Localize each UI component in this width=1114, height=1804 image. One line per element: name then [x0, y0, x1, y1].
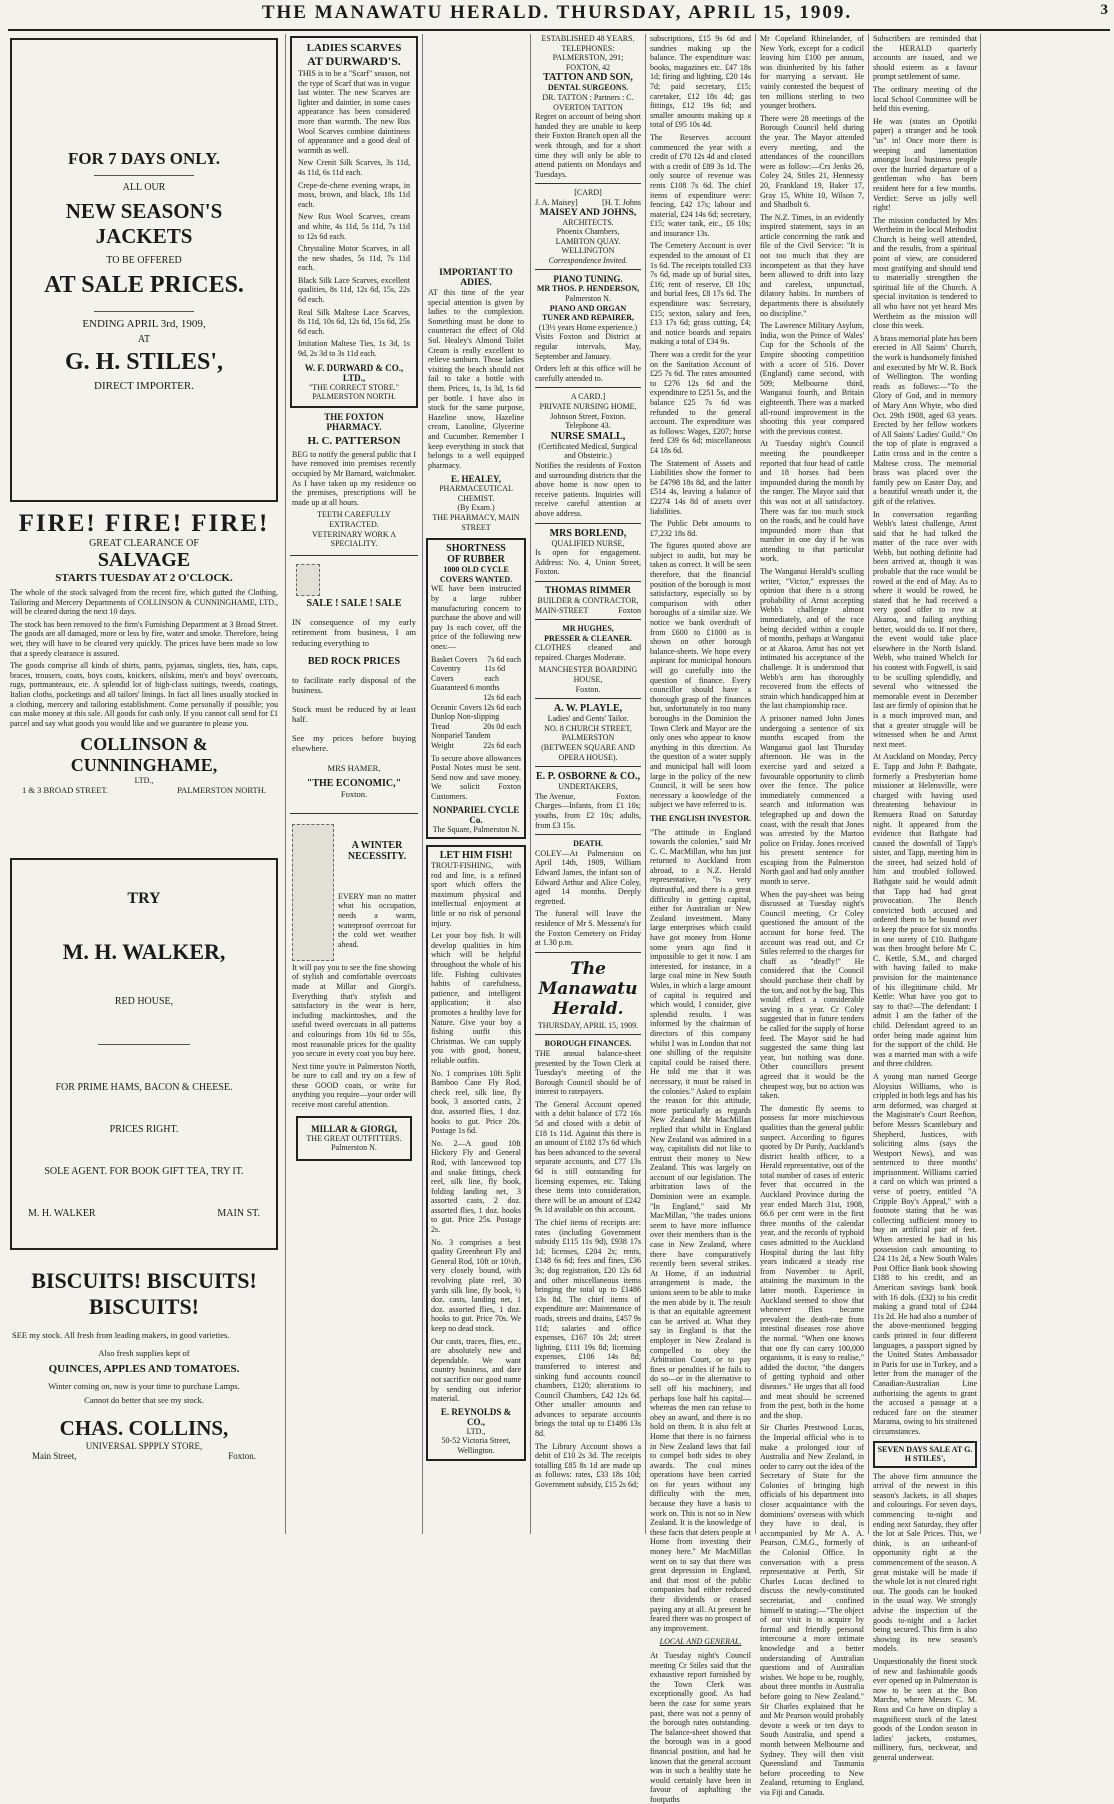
ad-line: ENDING APRIL 3rd, 1909,: [82, 317, 206, 330]
article-paragraph: subscriptions, £15 9s 6d and sundries making up the balance. The expenditure was: books, magazines etc. £47 18s 1d; firing and lighting, £20 14s 7d; paid secretary, £15; caretaker, £12 18s 4d; gas fittings, £12 19s 6d; and smaller amounts making up a total of £95 10s 4d.: [650, 34, 751, 130]
ad-address: Johnson Street, Foxton.: [550, 411, 626, 421]
ad-line: QUALIFIED NURSE,: [551, 538, 625, 548]
ad-line: [H. T. Johns: [602, 197, 641, 207]
column-4: [535, 34, 641, 1534]
ad-firm-name: MILLAR & GIORGI,: [311, 1123, 397, 1134]
ad-line: STARTS TUESDAY AT 2 O'CLOCK.: [55, 572, 233, 584]
ad-firm-name: NURSE SMALL,: [550, 430, 626, 442]
ad-line: PRESSER & CLEANER.: [544, 633, 632, 643]
ad-line: TEETH CAREFULLY EXTRACTED.: [317, 510, 391, 529]
ad-line: MRS HAMER,: [327, 763, 381, 774]
article-paragraph: The mission conducted by Mrs Wertheim in the local Methodist Church is being well attended, and the results, from a spiritual point of view, are considered most gratifying and should tend to materially strengthen the spiritual life of the Church. A special invitation is tendered to all who have not yet heard Mrs Wertheim as the mission will close this week.: [873, 215, 977, 331]
ad-paragraph: No. 3 comprises a best quality Greenheart Fly and General Rod, 10ft or 10½ft, very closely bound, with revolving plate reel, 30 yards silk line, fly book, ½ doz. casts, landing net, 1 doz. assorted flies, 1 doz. hooks to gut. Price 70s. We keep no dead stock.: [431, 1237, 521, 1333]
ad-paragraph: BEG to notify the general public that I have removed into premises recently occupied by Mr Barnard, watchmaker. As I have taken up my residence on the premises, prescriptions will be made up at all hours.: [292, 449, 416, 507]
price-row: [431, 683, 521, 693]
ad-line: DR. TATTON : Partners : C. OVERTON TATTON: [542, 92, 634, 112]
ad-address: THE PHARMACY, MAIN STREET: [432, 513, 520, 532]
ad-paragraph: CLOTHES cleaned and repaired. Charges Moderate.: [535, 643, 641, 662]
healey-pharmacy-ad: [426, 266, 526, 534]
article-paragraph: He was (states an Opotiki paper) a stranger and he took "us" in! Once more there is weeping and lamentation amongst local business people over the hurried departure of a gentleman who has been resident here for a few months. Verdict: Serve us jolly well right!: [873, 116, 977, 213]
ad-paragraph: Let your boy fish. It will develop qualities in him which will be helpful throughout the whole of his life. Fishing cultivates habits of carefulness, patience, and intelligent application; it also promotes a healthy love for Nature. Give your boy a fishing outfit this Christmas. We can supply you with good, honest, reliable outfits.: [431, 931, 521, 1065]
ad-headline: OF RUBBER: [447, 554, 505, 566]
ad-line: PRIVATE NURSING HOME,: [539, 402, 637, 411]
ad-item: Real Silk Maltese Lace Scarves, 8s 11d, 10s 6d, 12s 6d, 15s 6d, 25s 6d each.: [298, 307, 410, 336]
ad-item: Crepe-de-chene evening wraps, in moss, brown, and black, 18s 11d each.: [298, 180, 410, 209]
article-paragraph: At Tuesday night's Council meeting the poundkeeper reported that four head of cattle and 18 horses had been impounded during the month by the ranger. The Mayor said that this was not at all satisfactory. There was far too much stock on the roads, and he could have impounded more than that number in one day if he was attending to that particular work.: [760, 439, 864, 564]
ad-line: FOR PRIME HAMS, BACON & CHEESE.: [55, 1081, 233, 1093]
ad-paragraph: EVERY man no matter what his occupation, needs a warm, waterproof overcoat for the cold wet weather ahead.: [338, 891, 416, 949]
ad-line: (By Exam.): [457, 503, 495, 513]
price-row: [431, 655, 521, 665]
ad-line: Cannot do better that see my stock.: [84, 1395, 204, 1406]
article-paragraph: The chief items of receipts are: rates (including Government subsidy £115 11s 9d), £938 17s 1d; licenses, £204 2s; rents, £148 6s 6d; fees and fines, £36 3s; dog registration, £20 12s 6d and other miscellaneous items bringing the total up to £1486 13s 8d. The chief items of expenditure are: Maintenance of roads, streets and drains, £457 9s 11d; salaries and office expenses, £167 10s 2d; street lighting, £111 19s 8d; licensing expenses, £106 14s 8d; transferred to interest and sinking fund accounts council chambers, £120; alterations to Council Chambers, £42 12s 6d. Other smaller amounts and advances to separate accounts brings the total up to £1486 13s 8d.: [535, 1218, 641, 1439]
ad-address: MAIN-STREET: [535, 605, 589, 615]
price-label: Nonpariel Tandem: [431, 731, 491, 741]
osborne-undertakers-ad: [535, 771, 641, 830]
ad-item: New Rus Wool Scarves, cream and white, 4s 11d, 5s 11d, 7s 11d to 12s 6d each.: [298, 212, 410, 241]
ad-firm-name: G. H. STILES',: [64, 348, 224, 375]
ad-line: A CARD.]: [570, 392, 606, 402]
ad-firm-name: CHAS. COLLINS,: [59, 1415, 229, 1440]
ad-headline: LADIES SCARVES: [306, 42, 402, 54]
ad-headline: NECESSITY.: [347, 850, 407, 862]
ad-item: Black Silk Lace Scarves, excellent qualities, 8s 11d, 12s 6d, 15s, 22s 6d each.: [298, 275, 410, 305]
fire-salvage-ad: [8, 506, 280, 844]
ad-address: Foxton.: [228, 1450, 256, 1461]
article-heading: BOROUGH FINANCES.: [544, 1039, 632, 1049]
price-label: Guaranteed 6 months: [431, 683, 500, 693]
borough-finances-article: [535, 1039, 641, 1489]
ad-paragraph: WE have been instructed by a large rubber manufacturing concern to purchase the above and will pay 1s each cover, off the price of the following new ones:—: [431, 584, 521, 651]
ad-line: PHARMACY.: [326, 421, 382, 432]
ad-line: Telephone 43.: [565, 421, 611, 431]
man-in-overcoat-illustration: [292, 824, 334, 961]
column-6: [760, 34, 864, 1797]
price-row: [431, 712, 521, 722]
price-value: 11s 6d each: [484, 664, 506, 683]
section-heading: DEATH.: [573, 839, 603, 849]
ad-line: [CARD]: [574, 188, 602, 198]
henderson-piano-ad: [535, 274, 641, 383]
ad-paragraph: The whole of the stock salvaged from the recent fire, which gutted the Clothing, Tailoring and Mercery Departments of COLLINSON & CUNNINGHAME, LTD., will be cleared during the next 10 days.: [10, 588, 278, 617]
ad-headline: SHORTNESS: [446, 543, 506, 555]
nurse-small-ad: [535, 392, 641, 518]
ad-line: LTD.,: [134, 776, 154, 786]
ad-headline: BISCUITS! BISCUITS!: [31, 1268, 257, 1293]
column-1: [8, 34, 280, 1534]
ad-line: M. H. WALKER: [28, 1207, 96, 1219]
ad-address: Palmerston N.: [565, 294, 611, 304]
article-paragraph: In conversation regarding Webb's latest challenge, Arnst said that he had talked the matter of the race over with Webb, but nothing definite had been arrived at, though it was probable that the race would be rowed at the end of May. As to where it would be rowed, he stated that he had received a very good offer to row at Akaroa, and failing anything better, would do so. If not there, the event would take place elsewhere in the North Island. Webb, who trained Whelch for his contest with Fogwell, is said to be sculling splendidly, and several who witnessed the memorable event in December last are firmly of opinion that he is a much improved man, and that a greater struggle will be witnessed when he and Arnst next meet.: [873, 509, 977, 749]
ad-paragraph: It will pay you to see the fine showing of stylish and comfortable overcoats made at Millar and Giorgi's. Everything that's stylish and satisfactory in the wear is here, including mackintoshes, and the useful tweed overcoats in all patterns and colourings from 10s 6d to 55s, most reasonable prices for the quality you secure in every coat you buy here.: [292, 962, 416, 1059]
article-paragraph: Unquestionably the finest stock of new and fashionable goods ever opened up in Palmerston is now to be seen at the Bon Marche, where Messrs C. M. Ross and Co have on display a magnificent stock of the latest goods of the London season in ladies' jackets, costumes, millinery, furs, neckwear, and general underwear.: [873, 1656, 977, 1762]
price-label: Oceanic Covers: [431, 702, 482, 712]
article-paragraph: At Auckland on Monday, Percy E. Tapp and John P. Bathgate, formerly a Presbyterian home missioner at Helensville, were charged with having used threatening behaviour in Remuera Road on Saturday night. It appeared from the evidence that Bathgate had caused the downfall of Tapp's sister, and Tapp, meeting him in the street, had seized hold of him and troubled followed. Bathgate said he would admit that Tapp had had great provocation. The Bench convicted both accused and ordered them to be bound over to keep the peace for six months in one surety of £10. Bathgate was then brought before Mr C. C. Kettle, S.M., and charged with having failed to make provision for the maintenance of his illegitimate child. Mr Kettle: What have you got to say to that?—The defendant: I admit I am the father of the child. Defendant agreed to an order being made against him for the support of the child. He was a married man with a wife and three children.: [873, 752, 977, 1069]
ad-paragraph: Our casts, traces, flies, etc., are absolutely new and dependable. We want country business, and dare not sacrifice our good name by sending out inferior material.: [431, 1336, 521, 1404]
ad-address: NO. 8 CHURCH STREET, PALMERSTON: [544, 723, 632, 743]
ad-line: J. A. Maisey]: [535, 197, 578, 207]
ad-item: Chrystaline Motor Scarves, in all the new shades, 5s 11d, 7s 11d each.: [298, 244, 410, 273]
ad-line: ALL OUR: [122, 181, 166, 193]
column-divider: [285, 34, 286, 1534]
newspaper-nameplate: The Manawatu Herald.: [538, 958, 638, 1019]
ad-line: LTD.,: [466, 1426, 486, 1436]
ad-line: SOLE AGENT. FOR BOOK GIFT TEA, TRY IT.: [44, 1165, 244, 1177]
durward-scarves-ad: [290, 36, 418, 408]
notice-paragraph: The funeral will leave the residence of Mr S. Messena's for the Foxton Cemetery on Friday at 1.30 p.m.: [535, 909, 641, 948]
ad-headline: IMPORTANT TO: [439, 268, 513, 278]
reynolds-fishing-ad: [426, 845, 526, 1460]
millar-giorgi-signature-box: [296, 1116, 412, 1161]
issue-date: THURSDAY, APRIL 15, 1909.: [537, 1020, 639, 1030]
article-paragraph: There was a credit for the year on the Sanitation Account of £25 7s 6d. The rates amounted to £276 12s 6d and the expenditure to £251 5s, and the balance £25 7s 6d was refunded to the general account. The expenditure was as follows: Wages, £207; horse feed £39 6s 6d; miscellaneous £4 18s 6d.: [650, 350, 751, 455]
ad-line: Also fresh supplies kept of: [98, 1348, 190, 1359]
ad-address: Foxton.: [616, 791, 641, 801]
ad-headline: BISCUITS!: [88, 1294, 200, 1319]
price-row: [431, 722, 521, 732]
ad-paragraph: AT this time of the year special attention is given by ladies to the complexion. Something must be done to counteract the effect of Old Sol. Healey's Almond Toilet Cream is really excellent to relieve sunburn. Those ladies visiting the beach should not fail to take a bottle with them. Prices, 1s, 1s 3d, 1s 6d per bottle. I have also in stock for the same purpose, Hazeline snow, Hazeline cream, Lanoline, Glycerine and Cucumber. Remember I keep everything in stock that belongs to a well equipped pharmacy.: [428, 288, 524, 470]
ad-line: QUINCES, APPLES AND TOMATOES.: [48, 1362, 240, 1375]
ad-line: THE FOXTON: [324, 411, 384, 422]
ad-paragraph: Is open for engagement. Address: No. 4, Union Street, Foxton.: [535, 548, 641, 577]
column-5: [650, 34, 751, 1804]
ad-line: BED ROCK PRICES: [307, 655, 401, 667]
ad-address: (BETWEEN SQUARE AND OPERA HOUSE).: [541, 743, 635, 762]
price-label: Coventry Covers: [431, 664, 461, 683]
stiles-jackets-ad: [10, 38, 278, 502]
ad-paragraph: SEE my stock. All fresh from leading makers, in good varieties.: [12, 1330, 230, 1340]
article-paragraph: Sir Charles Prestwood Lucas, the Imperial official who is to make a prolonged tour of Australia and New Zealand, in order to carry out the idea of the Secretary of State for the Colonies of bringing high officials of his department into closer acquaintance with the dominions' overseas with which they have to deal, is accompanied by Mr A. A. Pearson, C.M.G., formerly of the Colonial Office. In conversation with a press representative at Perth, Sir Charles Lucas declined to discuss the newly-constituted secretariat, and confined himself to stating:—"The object of our visit is to acquire by formal and friendly personal intercourse a more intimate knowledge and a better understanding of Australian questions and of Australian wishes. We hope to be, roughly, about three months in Australia before going to New Zealand." Sir Charles explained that he and Mr Pearson would probably devote a week or ten days to South Australia, and spend a month between Melbourne and Sydney. They will then visit Queensland and Tasmania before proceeding to New Zealand, returning to England, via Fiji and Canada.: [760, 1423, 864, 1797]
article-paragraph: The Statement of Assets and Liabilities show the former to be £4798 18s 8d, and the latter £514 4s, leaving a balance of £2274 14s 8d of assets over liabilities.: [650, 458, 751, 516]
ad-firm-name: M. H. WALKER,: [62, 938, 226, 964]
ad-paragraph: See my prices before buying elsewhere.: [292, 732, 416, 753]
ad-headline: LET HIM FISH!: [439, 850, 513, 862]
ad-paragraph: to facilitate early disposal of the business.: [292, 674, 416, 696]
ad-line: Winter coming on, now is your time to purchase Lamps.: [48, 1380, 240, 1391]
ad-line: 1000 OLD CYCLE COVERS WANTED.: [439, 565, 513, 584]
article-paragraph: The General Account opened with a debit balance of £72 16s 5d and closed with a debit of £18 1s 11d. Against this there is an amount of £182 17s 6d which has been advanced to the several separate accounts, and £77 13s 6d is still outstanding for licensing expenses, etc. Taking these items into consideration, there will be an amount of £242 9s 1d available on this account.: [535, 1099, 641, 1215]
ad-firm-name: NONPARIEL CYCLE Co.: [432, 804, 520, 825]
article-paragraph: The Wanganui Herald's sculling writer, "Victor," expresses the opinion that there is a strong probability of Arnst accepting Webb's challenge almost immediately, and of the race being decided within a couple of months, perhaps at Wanganui or at Akaroa. Arnst has not yet intimated his acceptance of the challenge. It is understood that Webb's arm has thoroughly recovered from the effects of strain which handicapped him at the last championship race.: [760, 567, 864, 711]
ad-line: THE GREAT OUTFITTERS.: [306, 1133, 402, 1143]
ad-headline: A WINTER: [351, 839, 403, 851]
price-row: [431, 693, 521, 703]
ad-address: PALMERSTON NORTH.: [177, 785, 266, 796]
ad-line: ESTABLISHED 48 YEARS.: [541, 34, 635, 43]
article-paragraph: The Library Account shows a debit of £10 2s 3d. The receipts totalling £85 8s 1d are made up as follows: rates, £33 18s 10d; Government subsidy, £15 2s 6d;: [535, 1441, 641, 1490]
article-paragraph: The domestic fly seems to possess far more mischievous qualities than the general public suspect. According to figures quoted by Dr Purdy, Auckland's district health officer, to a Herald representative, out of the total number of cases of enteric fever that occurred in the Auckland Province during the year ended March 31st, 1908, 66.6 per cent were in the first three months of the calendar year, and the records of typhoid cases admitted to the Auckland Hospital during the last fifty years indicated a steady rise from November to April, attaining the maximum in the latter month. Experience in Auckland seemed to show that whenever flies became prevalent the death-rate from intestinal diseases rose above the normal. "When one knows that one fly can carry 100,000 organisms, it is easy to realise," added the doctor, "the dangers of getting typhoid and other diseases." He urges that all food and meat should be screened from the pest, both in the home and the shop.: [760, 1103, 864, 1420]
article-paragraph: The Reserves account commenced the year with a credit of £70 12s 4d and closed with a credit of £89 3s 1d. The only source of revenue was rents £108 7s 6d. The chief items of expenditure were: fencing, £42 17s; labour and material, £24 14s 6d; secretary, £15; water tank, etc., £6 10s; and insurance 13s.: [650, 132, 751, 238]
article-paragraph: The Lawrence Military Asylum, India, won the Prince of Wales' Cup for the Schools of the Empire shooting competition with a score of 516. Dover (England) came second, with 509; Melbourne third, Wanganui fourth, and Britain eighteenth. There was a marked all-round improvement in the shooting this year compared with the previous contest.: [760, 321, 864, 436]
ad-firm-name: MR HUGHES,: [562, 624, 614, 634]
ad-line: UNIVERSAL SPPPLY STORE,: [85, 1440, 203, 1451]
walker-ad: [10, 858, 278, 1250]
ad-paragraph: IN consequence of my early retirement from business, I am reducing everything to: [292, 616, 416, 648]
patterson-pharmacy-ad: [290, 410, 418, 551]
ad-paragraph: Regret on account of being short handed they are unable to keep their Foxton Branch open all the week through, and for a short time they will only be able to attend patients on Mondays and Tuesdays.: [535, 112, 641, 179]
page-number: 3: [1100, 2, 1108, 18]
masthead-title: THE MANAWATU HERALD. THURSDAY, APRIL 15, 1909.: [261, 2, 853, 23]
article-paragraph: The above firm announce the arrival of the newest in this season's Jackets, in all shapes and colourings. For seven days, commencing to-night and ending next Saturday, they offer the lot at Sale Prices. This, we think, is an unheard-of opportunity right at the commencement of the season. A great mistake will be made if the whole lot is not cleared right out. The goods can be booked in the usual way. We strongly advise the inspection of the goods to-night and a Jacket being secured. This firm is also showing its new season's models.: [873, 1471, 977, 1654]
ad-line: TELEPHONES:: [561, 43, 615, 53]
article-paragraph: The figures quoted above are subject to audit, but may be taken as correct. It will be seen therefore, that the financial position of the borough is most satisfactory, especially so by comparison with other boroughs of a similar size. We notice we bank overdraft of from £600 to £1000 as is shown on other borough balance-sheets. We hope every aspirant for municipal honours will go carefully into the question of finance. Every councillor should have a thorough grasp of the finances but, unfortunately in too many boroughs in the Dominion the Town Clerk and Mayor are the only ones who appear to know anything in this direction. As the question of a water supply and municipal hall will loom large in the policy of the new Council, it will be seen how necessary a knowledge of the subject we have referred to is.: [650, 541, 751, 810]
article-paragraph: Mr Copeland Rhinelander, of New York, except for a codicil leaving him £100 per annum, was disinherited by his father for marrying a servant. He vainly contested the bequest of ten millions sterling to two younger brothers.: [760, 34, 864, 111]
ad-line: (Certificated Medical, Surgical and Obstetric.): [538, 441, 638, 461]
ad-firm-name: A. W. PLAYLE,: [553, 703, 623, 715]
ad-line: TRY: [127, 889, 161, 907]
article-paragraph: THE annual balance-sheet presented by the Town Clerk at Tuesday's meeting of the Borough Council should be of interest to ratepayers.: [535, 1048, 641, 1097]
ad-line: Ladies' and Gents' Tailor.: [547, 714, 629, 724]
column-2: [290, 34, 418, 1534]
ad-line: AT: [137, 333, 151, 345]
collins-biscuits-ad: [8, 1262, 280, 1467]
ad-paragraph: Orders left at this office will be carefully attended to.: [535, 364, 641, 383]
ad-address: 1 & 3 BROAD STREET.: [22, 785, 109, 796]
ad-address: The Avenue,: [535, 791, 576, 801]
column-divider: [868, 34, 869, 1534]
ad-line: PHARMACEUTICAL CHEMIST.: [439, 484, 513, 503]
hughes-presser-ad: [535, 624, 641, 694]
column-divider: [422, 34, 423, 1534]
price-label: Tread: [431, 721, 450, 731]
ad-headline: SALE ! SALE ! SALE: [306, 597, 402, 609]
ad-firm-name: COLLINSON & CUNNINGHAME,: [70, 734, 218, 776]
ad-line: RED HOUSE,: [114, 995, 174, 1007]
ad-firm-name: E. P. OSBORNE & CO.,: [535, 771, 641, 783]
price-row: [431, 741, 521, 751]
ad-address: Phoenix Chambers,: [556, 227, 620, 237]
ad-headline: AT DURWARD'S.: [307, 54, 401, 68]
notice-paragraph: COLEY—At Palmerston on April 14th, 1909, William Edward James, the infant son of Edward Arthur and Alice Coley, aged 14 months. Deeply regretted.: [535, 848, 641, 906]
column-divider: [755, 34, 756, 1534]
ad-firm-name: "THE ECONOMIC,": [306, 777, 402, 789]
ad-address: Foxton.: [340, 788, 368, 799]
article-paragraph: A brass memorial plate has been erected in All Saints' Church, the work is handsomely finished and executed by Mr W. R. Bock of Wellington. The wording reads as follows:—"To the Glory of God, and in memory of Mary Ann Whyte, who died Oct. 29th 1908, aged 63 years. Erected by her fellow workers of All Saints' Ladies' Guild." On the top of plate is engraved a Latin cross and in the centre a Maltese cross. The memorial brass was placed over the family pew on Easter Day, and a beautiful wreath under it, the gift of the relatives.: [873, 333, 977, 506]
ad-firm-name: THOMAS RIMMER: [544, 585, 632, 596]
article-heading: THE ENGLISH INVESTOR.: [650, 813, 751, 823]
article-paragraph: "The attitude in England towards the colonies," said Mr C. C. MacMillan, who has just returned to Auckland from abroad, to a N.Z. Herald representative, "is very distrustful, and there is a great difficulty in getting capital, either for Australian or New Zealand investment. Many large enterprises which could have got money from Home some years ago find it impossible to get it now. I am interested, for instance, in a large coal mine in New South Wales, in which a large amount of capital is required and which would, I consider, give splendid results. I was informed by the chairman of directors of this company whilst I was in London that not one shilling of the requisite capital could be raised there. He told me that it was necessary, it must be raised in the colonies." Asked to explain the reason for this attitude, more particularly as regards New Zealand Mr MacMillan replied that whilst in England New Zealand was admired in a way, capitalists did not like to entrust their money to New Zealand. This was largely on account of our legislation. The arbitration laws of the Dominion were an example. "In England," said Mr MacMillan, "the trades unions seem to have more influence over their members than is the case in New Zealand, where there have comparatively recently been several strikes. At Home, if an industrial arrangement is made, the unions seem to be able to make the men abide by it. The result is that an equitable agreement can be arrived at. What they say in England is that the employer in New Zealand is compelled to obey the Arbitration Court, or to pay fines or penalties if he fails to do so—or in the alternative to sell off his machinery, and perhaps lose half his capital—whereas the men can refuse to obey an award, and there is no hold on them. It is also felt at Home that there is no fairness in New Zealand laws that fail to compel both sides to obey awards. The coal mines operations have been carried on for years without any difficulty with the men, because they have a basis to work on. This is not so in New Zealand. It is the knowledge of these facts that deters people at Home from investing their money here." Mr MacMillan went on to say that there was great depression in England, and that most of the public companies had either reduced their dividends or ceased paying any at all. At present he feared there was no prospect of any improvement.: [650, 827, 751, 1633]
ad-paragraph: Stock must be reduced by at least half.: [292, 703, 416, 725]
column-divider: [530, 34, 531, 1534]
hamer-sale-ad: [290, 560, 418, 809]
ad-line: UNDERTAKERS,: [558, 782, 618, 792]
ad-paragraph: No. 1 comprises 10ft Split Bamboo Cane Fly Rod, check reel, silk line, fly book, 3 assorted casts, 2 doz. assorted flies, 1 doz. hooks to gut. Price 20s. Postage 1s 6d.: [431, 1068, 521, 1136]
ad-paragraph: Visits Foxton and District at regular intervals, May, September and January.: [535, 332, 641, 361]
price-value: 12s 6d each: [483, 692, 521, 702]
ad-line: "THE CORRECT STORE.": [308, 382, 400, 392]
ad-headline: ADIES.: [460, 278, 492, 288]
article-paragraph: A prisoner named John Jones undergoing a sentence of six months escaped from the Wanganui gaol last Thursday afternoon. He was in the exercise yard and seized a favourable opportunity to climb over the fence. The police immediately commenced a search and information was telegraphed up and down the coast, with the result that Jones was arrested by the Marton police on Friday. Jones received his present sentence for escaping from the Palmerston North gaol and had only another month to serve.: [760, 713, 864, 887]
borlend-nurse-ad: [535, 528, 641, 577]
ad-paragraph: The goods comprise all kinds of shirts, pants, pyjamas, singlets, ties, hats, caps, braces, trousers, coats, boys coats, knickers, oilskins, men's and boys' overcoats, rugs, portmanteaux, etc. A splendid lot of high-class suitings, tweeds, coatings, Italian cloths, pocketings and all tailors' linings. In fact all lines usually stocked in a clothing, mercery and tailoring establishment. Come personally if possible; you can make money at this sale. All goods for cash only. If you cannot call send for £1 parcel and say what goods you would like and we guarantee to please you.: [10, 661, 278, 728]
ad-address: Wellington.: [457, 1445, 495, 1455]
ad-line: PALMERSTON, 291; FOXTON, 42: [552, 53, 624, 72]
ad-line: FOR 7 DAYS ONLY.: [67, 148, 221, 168]
ad-firm-name: E. HEALEY,: [451, 474, 501, 485]
article-paragraph: The Cemetery Account is over expended to the amount of £1 1s 6d. The receipts totalled £33 7s 6d, made up of burial sites, £16; rent of reserve, £8 10s; and burial fees, £8 17s 6d. The expenditure was: Secretary, £15; sexton, salary and fees, £13 17s 6d; grass cutting, £4; and notice boards and repairs making a total of £34 9s.: [650, 241, 751, 347]
price-label: Dunlop Non-slipping: [431, 712, 500, 722]
ad-paragraph: To secure above allowances Postal Notes must be sent. Send now and save money. We solicit Foxton Customers.: [431, 753, 521, 801]
ad-line: MAIN ST.: [217, 1207, 260, 1219]
article-heading: LOCAL AND GENERAL.: [659, 1637, 742, 1647]
column-divider: [980, 34, 981, 1534]
maisey-johns-ad: [535, 188, 641, 265]
ad-headline: FIRE! FIRE! FIRE!: [18, 510, 270, 537]
article-paragraph: When the pay-sheet was being discussed at Tuesday night's Council meeting, Cr Coley questioned the amount of the account for horse feed. The account was read out, and Cr Stiles referred to the charges for chaff as "deadly!" He considered that the Council should purchase their chaff by the ton, and not by the bag. This would effect a considerable saving in a year. Cr Coley suggested that in future tenders be called for the supply of horse feed. The Mayor said he had suggested the same thing last year, but nothing was done. Other councillors present agreed that it would be the cheapest way, but no action was taken.: [760, 889, 864, 1101]
ad-firm-name: W. F. DURWARD & CO., LTD.,: [304, 362, 404, 383]
ad-line: PIANO AND ORGAN TUNER AND REPAIRER,: [541, 303, 635, 323]
ad-firm-name: MAISEY AND JOHNS,: [539, 207, 637, 218]
ad-paragraph: No. 2—A good 10ft Hickory Fly and General Rod, with lancewood top and snake fittings, check reel, silk line, fly book, folding landing net, 3 assorted casts, 2 doz. assorted flies, 1 doz. hooks to gut. Price 25s. Postage 2s.: [431, 1138, 521, 1235]
article-paragraph: A young man named George Aloysius Williams, who is crippled in both legs and has his arm deformed, was charged at the Magistrate's Court Reefton, before Messrs Scantlebury and Shepherd, Justices, with soliciting alms (says the Westport News), and was sentenced to three months' imprisonment. Williams carried a card on which was printed a verse of poetry, entitled "A Cripple Boy's Appeal," with a footnote stating that he was collecting sufficient money to buy an artificial pair of feet. When arrested he had in his possession cash amounting to £24 11s 2d, a New South Wales Post Office Bank book showing £188 to his credit, and an American savings bank book with 16 dols. (£32) to his credit making a grand total of £244 11s 2d. He had also a number of the above-mentioned begging cards printed in four different languages, a passport signed by the United States Ambassador in Paris for use in Turkey, and a letter from the manager of the Canadian-Australian Line authorising the agents to grant the accused a passage at a reduced fare on the steamer Marama, owing to his straitened circumstances.: [873, 1071, 977, 1436]
article-heading: SEVEN DAYS SALE AT G. H STILES',: [877, 1444, 973, 1464]
ad-firm-name: E. REYNOLDS & CO.,: [440, 1406, 512, 1427]
ad-headline: AT SALE PRICES.: [44, 271, 244, 298]
death-notice: [535, 839, 641, 948]
price-value: 7s 6d each: [487, 654, 521, 664]
column-3: [426, 34, 526, 1534]
ad-line: GREAT CLEARANCE OF: [89, 538, 199, 549]
ad-line: PRICES RIGHT.: [109, 1123, 179, 1135]
article-paragraph: The N.Z. Times, in an evidently inspired statement, says in an article concerning the rank and file of the Civil Service: "It is not too much that they are incompetent as that they have been allowed to drift into lazy and careless, unpunctual, dilatory habits. In numbers of departments there is absolutely no discipline.": [760, 212, 864, 318]
pointing-hand-icon: [296, 564, 320, 596]
ad-line: TO BE OFFERED: [106, 254, 182, 266]
ad-item: New Crenit Silk Scarves, 3s 11d, 4s 11d, 6s 11d each.: [298, 158, 410, 177]
article-paragraph: The ordinary meeting of the local School Committee will be held this evening.: [873, 84, 977, 114]
price-label: Basket Covers: [431, 654, 478, 664]
ad-firm-name: H. C. PATTERSON: [307, 434, 401, 447]
ad-headline: NEW SEASON'S JACKETS: [65, 198, 223, 248]
ad-address: LAMBTON QUAY. WELLINGTON: [555, 236, 621, 256]
ad-address: The Square, Palmerston N.: [432, 824, 520, 834]
article-paragraph: The Public Debt amounts to £7,232 18s 8d.: [650, 519, 751, 538]
ad-firm-name: MRS BORLEND,: [549, 527, 627, 539]
ad-firm-name: TATTON AND SON,: [543, 72, 633, 84]
ad-paragraph: Charges—Infants, from £1 10s; youths, from £2 10s; adults, from £3 15s.: [535, 801, 641, 830]
ad-paragraph: The stock has been removed to the firm's Furnishing Department at 3 Broad Street. The goods are all damaged, more or less by fire, water and smoke. Therefore, being wet, they will have to be cleared very quickly. The prices have been made so low that a speedy clearance is assured.: [10, 619, 278, 658]
ad-paragraph: Notifies the residents of Foxton and surrounding districts that the above home is now open to receive patients. Inquiries will receive careful attention at above address.: [535, 460, 641, 518]
ad-paragraph: TROUT-FISHING, with rod and line, is a refined sport which offers the maximum physical and intellectual enjoyment at little or no risk of personal injury.: [431, 861, 521, 928]
ad-address: MANCHESTER BOARDING HOUSE,: [538, 665, 638, 685]
ad-headline: PIANO TUNING.: [553, 274, 623, 285]
stiles-sale-notice: [873, 1441, 977, 1468]
ad-address: Foxton: [618, 605, 641, 615]
playle-tailor-ad: [535, 703, 641, 762]
article-paragraph: There were 28 meetings of the Borough Council held during the year. The Mayor attended every meeting, and the attendances of the councillors were as follow:—Crs Jenks 26, Coley 24, Stiles 21, Hennessy 20, Frankland 19, Baker 17, Gray 15, White 10, Wilson 7, and Shadbolt 6.: [760, 113, 864, 210]
ad-address: Palmerston N.: [331, 1143, 377, 1153]
ad-line: DIRECT IMPORTER.: [94, 379, 194, 392]
nonpariel-cycle-ad: [426, 538, 526, 839]
ad-line: BUILDER & CONTRACTOR,: [537, 595, 639, 605]
price-row: [431, 703, 521, 713]
ad-line: (13½ years Home experience.): [538, 322, 638, 332]
ad-address: Main Street,: [32, 1450, 77, 1461]
ad-firm-name: MR THOS. P. HENDERSON,: [536, 284, 640, 294]
tatton-dental-ad: [535, 34, 641, 179]
price-value: 12s 6d each: [483, 702, 521, 712]
masthead-rule: [8, 29, 1110, 31]
price-label: Weight: [431, 740, 454, 750]
price-value: 20s 0d each: [483, 721, 521, 731]
millar-giorgi-ad: [290, 818, 418, 1169]
ad-line: ARCHITECTS.: [562, 217, 614, 227]
price-row: [431, 664, 521, 683]
ad-address: PALMERSTON NORTH.: [312, 392, 396, 402]
price-row: [431, 731, 521, 741]
ad-paragraph: Next time you're in Palmerston North, be sure to call and try on a few of these GOOD coats, or write for anything you require—your order will receive most careful attention.: [292, 1061, 416, 1110]
price-value: 22s 6d each: [483, 740, 521, 750]
ad-item: Imitation Maltese Ties, 1s 3d, 1s 9d, 2s 3d to 3s 11d each.: [298, 339, 410, 359]
ad-address: Foxton.: [575, 684, 601, 694]
article-paragraph: At Tuesday night's Council meeting Cr Stiles said that the exhaustive report furnished by the Town Clerk was exceptionally good. As had been the case for some years past, there was not a penny of the borough rates outstanding. The balance-sheet showed that the borough was in a good financial position, and had he known that the general account was in such a healthy state he would certainly have been in favour of asphalting the footpaths: [650, 1650, 751, 1804]
ad-paragraph: THIS is to be a "Scarf" season, not the type of Scarf that was in vogue last winter. The new Scarves are lighter and daintier, in some cases appearance has been considered more than warmth. The new Rus Wool Scarves combine daintiness of appearance and a good deal of warmth as well.: [298, 69, 410, 155]
ad-line: Correspondence Invited.: [548, 255, 628, 265]
column-7: [873, 34, 977, 1762]
column-divider: [645, 34, 646, 1534]
rimmer-builder-ad: [535, 586, 641, 615]
article-paragraph: Subscribers are reminded that the HERALD quarterly accounts are issued, and we should esteem as a favour prompt settlement of same.: [873, 34, 977, 82]
ad-headline: SALVAGE: [97, 549, 191, 571]
ad-line: DENTAL SURGEONS.: [547, 83, 629, 93]
ad-line: VETERINARY WORK A SPECIALITY.: [312, 529, 396, 549]
ad-address: 50-52 Victoria Street,: [441, 1436, 511, 1446]
